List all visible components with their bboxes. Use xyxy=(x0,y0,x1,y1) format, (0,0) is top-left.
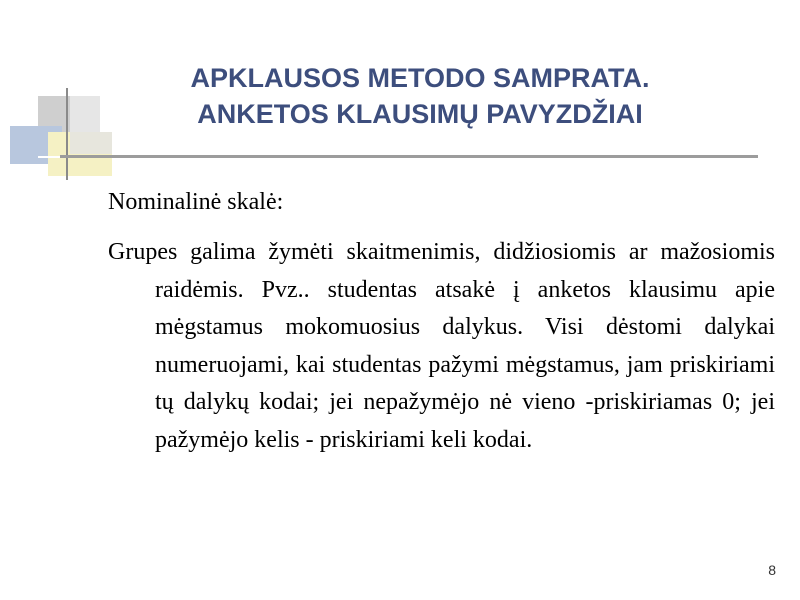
slide-title xyxy=(120,60,720,132)
light-gray-square xyxy=(70,96,100,134)
title-divider xyxy=(60,155,758,158)
overlap-square xyxy=(70,132,112,154)
vertical-line xyxy=(66,88,68,180)
title-line-2: ANKETOS KLAUSIMŲ PAVYZDŽIAI xyxy=(197,99,643,129)
title-line-1: APKLAUSOS METODO SAMPRATA. xyxy=(190,63,650,93)
body-paragraph: Grupes galima žymėti skaitmenimis, didžiosiomis ar mažosiomis raidėmis. Pvz.. studentas atsakė į anketos klausimu apie mėgstamus mokomuosius dalykus. Visi dėstomi dalykai numeruojami, kai studentas pažymi mėgstamus, jam priskiriami tų dalykų kodai; jei nepažymėjo nė vieno -priskiriamas 0; jei pažymėjo kelis - priskiriami keli kodai. xyxy=(108,239,775,453)
subheading: Nominalinė skalė: xyxy=(108,189,284,215)
decorative-squares xyxy=(0,0,130,190)
page-number: 8 xyxy=(768,562,776,578)
slide-content xyxy=(108,184,775,459)
